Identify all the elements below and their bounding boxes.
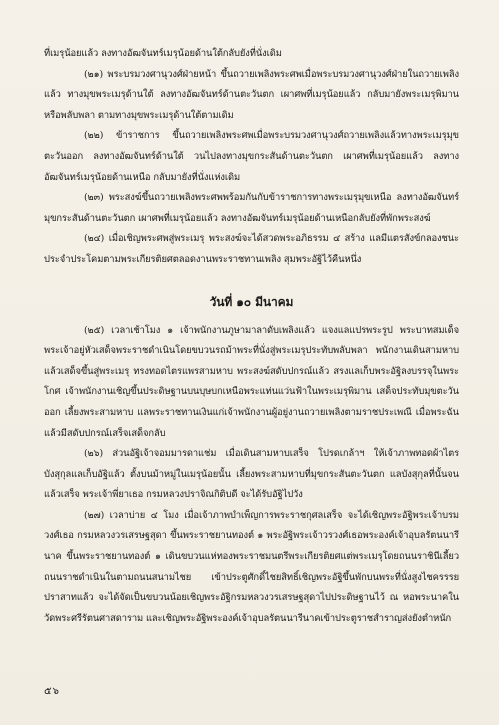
paragraph-22: (๒๒) ข้าราชการ ขึ้นถวายเพลิงพระศพเมื่อพระบรมวงศานุวงศ์ถวายเพลิงแล้วทางพระเมรุมุขตะวันออก ลงทางอัฒจันทร์ด้านใต้ วนไปลงทางมุขกระสันด้านตะวันตก เผาศพที่เมรุน้อยแล้ว ลงทางอัฒจันทร์เมรุน้อยด้านเหนือ กลับมายังที่นั่งแห่งเดิม bbox=[44, 130, 459, 183]
paragraph-24: (๒๔) เมื่อเชิญพระศพสู่พระเมรุ พระสงฆ์จะได้สวดพระอภิธรรม ๔ สร้าง แลมีแตรสังข์กลองชนะประจำประโคมตามพระเกียรติยศตลอดงานพระราชทานเพลิง สุมพระอัฐิไว้คืนหนึ่ง bbox=[44, 233, 459, 265]
paragraph-26: (๒๖) ส่วนอัฐิเจ้าจอมมารดาแช่ม เมื่อเดินสามหาบเสร็จ โปรดเกล้าฯ ให้เจ้าภาพทอดผ้าไตรบังสุกุลแลเก็บอัฐิแล้ว ตั้งบนม้าหมู่ในเมรุน้อยนั้น เลี้ยงพระสามหาบที่มุขกระสันตะวันตก แลบังสุกุลที่นั้นจนแล้วเสร็จ พระเจ้าพี่ยาเธอ กรมหลวงปราจิณกิติบดี จะได้รับอัฐิไปวัง bbox=[44, 448, 459, 501]
page-number: ๕๖ bbox=[44, 686, 60, 697]
intro-paragraph: ที่เมรุน้อยแล้ว ลงทางอัฒจันทร์เมรุน้อยด้านใต้กลับยังที่นั่งเดิม bbox=[44, 48, 282, 59]
section-heading: วันที่ ๑๐ มีนาคม bbox=[209, 294, 294, 309]
paragraph-25: (๒๕) เวลาเช้าโมง ๑ เจ้าพนักงานภูษามาลาดับเพลิงแล้ว แจงแลแปรพระรูป พระบาทสมเด็จพระเจ้าอยู่หัวเสด็จพระราชดำเนินโดยขบวนรถม้าพระที่นั่งสู่พระเมรุประทับพลับพลา พนักงานเดินสามหาบแล้วเสด็จขึ้นสู่พระเมรุ ทรงทอดไตรแพรสามหาบ พระสงฆ์สดับปกรณ์แล้ว สรงแลเก็บพระอัฐิลงบรรจุในพระโกศ เจ้าพนักงานเชิญขึ้นประดิษฐานบนบุษบกเหนือพระแท่นแว่นฟ้าในพระเมรุพิมาน เสด็จประทับมุขตะวันออก เลี้ยงพระสามหาบ แลพระราชทานเงินแก่เจ้าพนักงานผู้อยู่งานถวายเพลิงตามราชประเพณี เมื่อพระฉันแล้วมีสดับปกรณ์เสร็จเสด็จกลับ bbox=[44, 324, 459, 439]
paragraph-21: (๒๑) พระบรมวงศานุวงศ์ฝ่ายหน้า ขึ้นถวายเพลิงพระศพเมื่อพระบรมวงศานุวงศ์ฝ่ายในถวายเพลิงแล้ว ทางมุขพระเมรุด้านใต้ ลงทางอัฒจันทร์ด้านตะวันตก เผาศพที่เมรุน้อยแล้ว กลับมายังพระเมรุพิมานหรือพลับพลา ตามทางมุขพระเมรุด้านใต้ตามเดิม bbox=[44, 68, 459, 121]
paragraph-27: (๒๗) เวลาบ่าย ๔ โมง เมื่อเจ้าภาพบำเพ็ญการพระราชกุศลเสร็จ จะได้เชิญพระอัฐิพระเจ้าบรมวงศ์เธอ กรมหลวงวรเสรษฐสุดา ขึ้นพระราชยานทองต์ ๑ พระอัฐิพระเจ้าวรวงศ์เธอพระองค์เจ้าอุบลรัตนนารีนาค ขึ้นพระราชยานทองต์ ๑ เดินขบวนแห่ทองพระราชมนตรีพระเกียรติยศแต่พระเมรุโดยถนนราชินีเลี้ยวถนนราชดำเนินในตามถนนสนามไชย เข้าประตูศักดิ์ไชยสิทธิ์เชิญพระอัฐิขึ้นพักบนพระที่นั่งสูงไชครรรยปราสาทแล้ว จะได้จัดเป็นขบวนน้อยเชิญพระอัฐิกรมหลวงวรเสรษฐสุดาไปประดิษฐานไว้ ณ หอพระนาคในวัดพระศรีรัตนศาสดาราม และเชิญพระอัฐิพระองค์เจ้าอุบลรัตนนารีนาคเข้าประตูราชสำราญส่งยังตำหนัก bbox=[44, 509, 459, 624]
paragraph-23: (๒๓) พระสงฆ์ขึ้นถวายเพลิงพระศพพร้อมกันกับข้าราชการทางพระเมรุมุขเหนือ ลงทางอัฒจันทร์มุขกระสันด้านตะวันตก เผาศพที่เมรุน้อยแล้ว ลงทางอัฒจันทร์เมรุน้อยด้านเหนือกลับยังที่พักพระสงฆ์ bbox=[44, 192, 459, 224]
body-text bbox=[44, 44, 459, 629]
